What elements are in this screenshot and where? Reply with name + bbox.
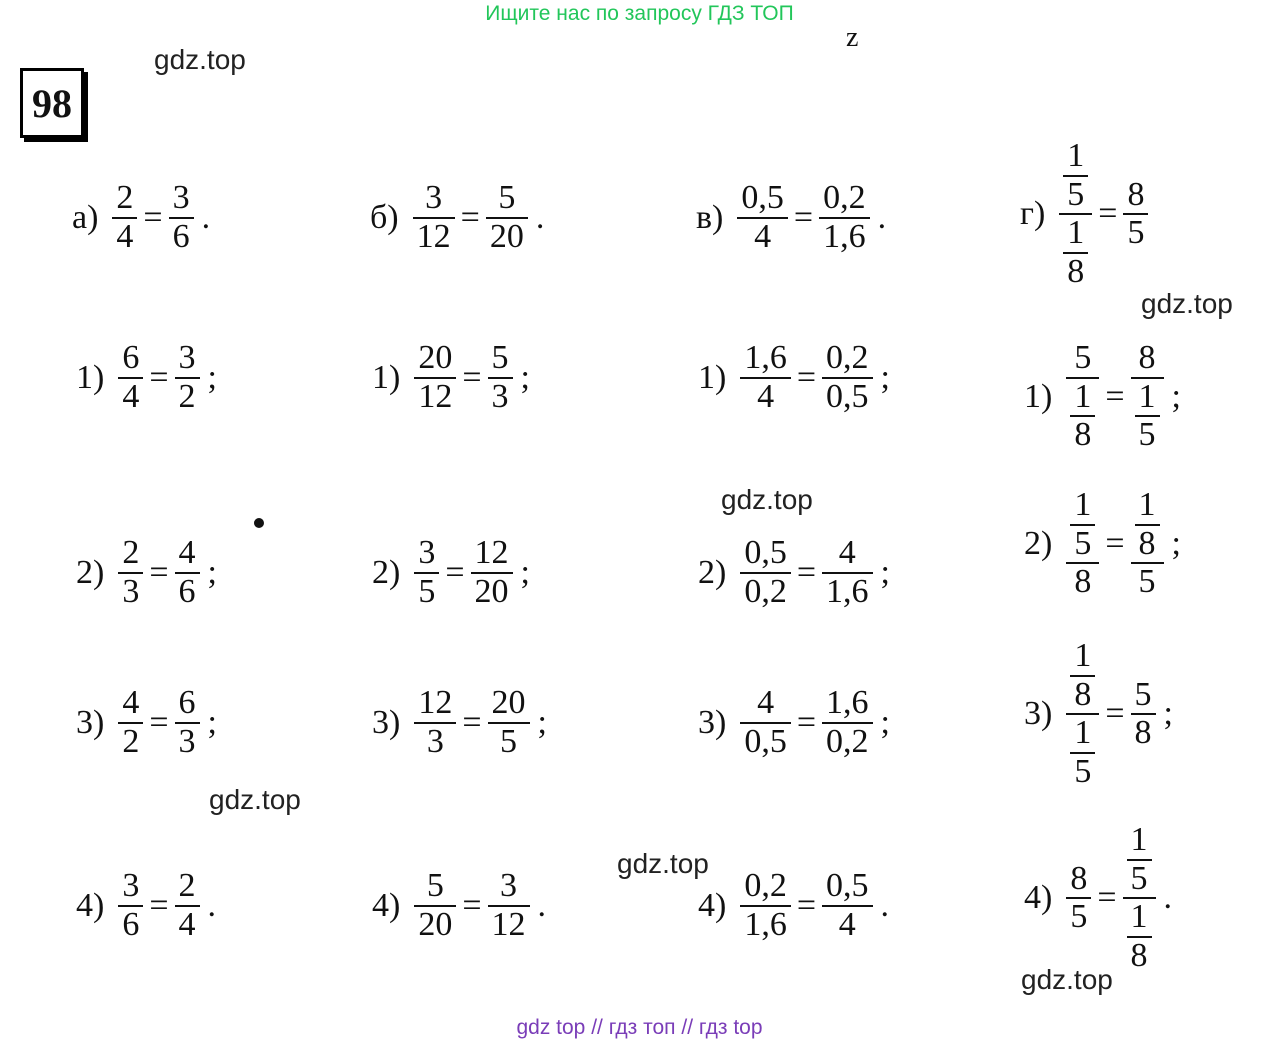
fraction	[1070, 715, 1095, 790]
equation-g-4	[1024, 822, 1172, 975]
problem-number: 98	[20, 68, 84, 138]
numerator: 0,5	[826, 867, 869, 904]
denominator: 8	[1074, 675, 1092, 713]
numerator: 5	[491, 339, 509, 376]
complex-fraction	[1131, 487, 1164, 601]
complex-fraction	[1066, 340, 1099, 454]
denominator: 0,2	[826, 722, 869, 760]
numerator: 6	[122, 339, 140, 376]
numerator: 6	[178, 684, 196, 721]
punctuation: .	[1163, 879, 1173, 917]
numerator: 3	[122, 867, 140, 904]
equation-label: 1)	[76, 358, 105, 396]
denominator: 3	[426, 722, 444, 760]
equation-label: 3)	[372, 703, 401, 741]
denominator	[1066, 379, 1099, 454]
numerator: 20	[418, 339, 453, 376]
denominator: 5	[1130, 859, 1148, 897]
numerator: 1,6	[826, 684, 869, 721]
equation-v-4	[698, 868, 889, 943]
numerator: 5	[426, 867, 444, 904]
denominator: 5	[1138, 416, 1156, 454]
denominator: 3	[178, 722, 196, 760]
fraction	[1127, 899, 1152, 974]
numerator: 12	[418, 684, 453, 721]
numerator: 5	[1074, 339, 1092, 376]
equation-label: 2)	[698, 553, 727, 591]
fraction	[175, 685, 200, 760]
numerator: 3	[500, 867, 518, 904]
fraction	[822, 685, 873, 760]
equation-label: 4)	[1024, 879, 1053, 917]
equals-sign: =	[149, 703, 169, 741]
denominator: 8	[1134, 714, 1152, 752]
fraction	[471, 535, 513, 610]
denominator: 4	[838, 905, 856, 943]
fraction	[1070, 379, 1095, 454]
denominator	[1123, 899, 1156, 974]
numerator: 0,5	[741, 179, 784, 216]
equation-label: 3)	[698, 703, 727, 741]
denominator: 20	[474, 572, 509, 610]
denominator: 8	[1074, 563, 1092, 601]
punctuation: ;	[520, 553, 530, 591]
fraction	[1070, 487, 1095, 562]
numerator: 3	[178, 339, 196, 376]
fraction	[740, 340, 791, 415]
equation-label: 2)	[1024, 525, 1053, 563]
fraction	[414, 868, 456, 943]
punctuation: .	[877, 198, 887, 236]
numerator: 1	[1138, 377, 1156, 415]
watermark: gdz.top	[1141, 288, 1233, 319]
denominator: 6	[178, 572, 196, 610]
fraction	[414, 685, 456, 760]
denominator: 8	[1074, 416, 1092, 454]
complex-fraction	[1066, 487, 1099, 601]
fraction	[175, 535, 200, 610]
numerator: 3	[418, 534, 436, 571]
equation-label: 2)	[76, 553, 105, 591]
fraction	[175, 340, 200, 415]
fraction	[1063, 215, 1088, 290]
punctuation: ;	[880, 553, 890, 591]
fraction	[118, 340, 143, 415]
denominator: 1,6	[826, 572, 869, 610]
numerator: 1	[1130, 898, 1148, 936]
equation-a-3	[76, 685, 217, 760]
equals-sign: =	[796, 703, 817, 741]
complex-fraction	[1131, 340, 1164, 454]
equals-sign: =	[1105, 525, 1125, 563]
denominator: 8	[1130, 937, 1148, 975]
denominator: 5	[1074, 524, 1092, 562]
numerator	[1066, 487, 1099, 562]
equation-label: 4)	[372, 886, 401, 924]
punctuation: ;	[1171, 525, 1181, 563]
equals-sign: =	[1098, 195, 1118, 233]
fraction	[112, 180, 137, 255]
numerator: 8	[1070, 859, 1088, 897]
numerator: 1	[1074, 637, 1092, 674]
punctuation: ;	[520, 358, 530, 396]
complex-fraction	[1066, 638, 1099, 791]
stray-mark: z	[846, 22, 859, 53]
equation-label: г)	[1020, 195, 1046, 233]
equation-label: 2)	[372, 553, 401, 591]
equation-a-2	[76, 535, 217, 610]
numerator: 20	[491, 684, 526, 721]
numerator: 5	[498, 179, 516, 216]
equation-v-2	[698, 535, 890, 610]
fraction	[118, 535, 143, 610]
denominator: 3	[491, 377, 509, 415]
numerator: 4	[757, 684, 775, 721]
equals-sign: =	[796, 553, 817, 591]
denominator: 5	[1070, 898, 1088, 936]
equation-label: 1)	[698, 358, 727, 396]
equals-sign: =	[796, 358, 817, 396]
numerator	[1123, 822, 1156, 897]
equals-sign: =	[445, 553, 465, 591]
equation-label: 3)	[76, 703, 105, 741]
denominator: 5	[1067, 175, 1085, 213]
equation-g-1	[1024, 340, 1181, 454]
equation-g-header	[1020, 138, 1148, 291]
numerator: 1	[1130, 821, 1148, 858]
punctuation: .	[537, 886, 547, 924]
watermark: gdz.top	[617, 848, 709, 879]
equation-a-4	[76, 868, 216, 943]
fraction	[414, 340, 456, 415]
numerator: 8	[1138, 339, 1156, 376]
denominator: 12	[418, 377, 453, 415]
denominator: 12	[491, 905, 526, 943]
equals-sign: =	[149, 553, 169, 591]
numerator: 1	[1067, 214, 1085, 252]
numerator: 1	[1074, 714, 1092, 752]
punctuation: ;	[537, 703, 547, 741]
numerator: 0,2	[826, 339, 869, 376]
equals-sign: =	[462, 703, 482, 741]
punctuation: .	[880, 886, 890, 924]
denominator: 8	[1067, 253, 1085, 291]
numerator: 2	[122, 534, 140, 571]
fraction	[1127, 822, 1152, 897]
punctuation: ;	[880, 703, 890, 741]
equals-sign: =	[149, 358, 169, 396]
fraction	[740, 535, 791, 610]
watermark: gdz.top	[209, 784, 301, 815]
numerator: 3	[172, 179, 190, 216]
equation-label: 3)	[1024, 695, 1053, 733]
punctuation: .	[207, 886, 217, 924]
numerator: 2	[116, 179, 134, 216]
fraction	[118, 685, 143, 760]
fraction	[488, 868, 530, 943]
numerator: 4	[178, 534, 196, 571]
fraction	[413, 180, 455, 255]
equals-sign: =	[462, 358, 482, 396]
fraction	[175, 868, 200, 943]
numerator	[1059, 138, 1092, 213]
equals-sign: =	[1097, 879, 1117, 917]
equals-sign: =	[460, 198, 480, 236]
watermark: gdz.top	[154, 44, 246, 75]
denominator: 4	[178, 905, 196, 943]
denominator: 5	[1138, 563, 1156, 601]
numerator: 8	[1127, 175, 1145, 213]
denominator: 6	[122, 905, 140, 943]
denominator: 3	[122, 572, 140, 610]
fraction	[488, 685, 530, 760]
equation-b-header	[370, 180, 544, 255]
punctuation: .	[535, 198, 545, 236]
fraction	[740, 868, 791, 943]
bottom-banner: gdz top // гдз топ // гдз top	[516, 1016, 763, 1039]
equation-label: а)	[72, 198, 99, 236]
denominator: 20	[489, 217, 524, 255]
complex-fraction	[1059, 138, 1092, 291]
numerator: 0,5	[744, 534, 787, 571]
numerator: 1	[1074, 377, 1092, 415]
equation-g-2	[1024, 487, 1181, 601]
equation-v-1	[698, 340, 890, 415]
fraction	[822, 535, 873, 610]
punctuation: ;	[1163, 695, 1173, 733]
denominator: 4	[122, 377, 140, 415]
denominator: 20	[418, 905, 453, 943]
equation-label: 4)	[76, 886, 105, 924]
fraction	[1066, 861, 1091, 936]
fraction	[118, 868, 143, 943]
equals-sign: =	[143, 198, 163, 236]
denominator: 12	[416, 217, 451, 255]
equals-sign: =	[1105, 695, 1125, 733]
equation-label: 4)	[698, 886, 727, 924]
numerator: 1,6	[744, 339, 787, 376]
equals-sign: =	[149, 886, 169, 924]
equation-v-3	[698, 685, 890, 760]
denominator: 5	[1074, 753, 1092, 791]
fraction	[1123, 177, 1148, 252]
fraction	[822, 340, 873, 415]
fraction	[737, 180, 788, 255]
numerator	[1131, 487, 1164, 562]
denominator	[1059, 215, 1092, 290]
equation-label: 1)	[372, 358, 401, 396]
denominator: 1,6	[823, 217, 866, 255]
denominator: 5	[500, 722, 518, 760]
equation-a-header	[72, 180, 210, 255]
equation-b-1	[372, 340, 530, 415]
denominator	[1066, 715, 1099, 790]
denominator	[1131, 379, 1164, 454]
complex-fraction	[1123, 822, 1156, 975]
denominator: 0,2	[744, 572, 787, 610]
punctuation: ;	[1171, 378, 1181, 416]
numerator: 1	[1067, 137, 1085, 174]
denominator: 4	[754, 217, 772, 255]
equation-v-header	[696, 180, 886, 255]
numerator: 2	[178, 867, 196, 904]
denominator: 6	[172, 217, 190, 255]
denominator: 8	[1138, 524, 1156, 562]
fraction	[822, 868, 873, 943]
denominator: 0,5	[744, 722, 787, 760]
denominator: 0,5	[826, 377, 869, 415]
equals-sign: =	[1105, 378, 1125, 416]
equation-b-3	[372, 685, 547, 760]
denominator: 2	[122, 722, 140, 760]
punctuation: ;	[207, 358, 217, 396]
numerator: 12	[474, 534, 509, 571]
numerator	[1066, 638, 1099, 713]
equation-g-3	[1024, 638, 1173, 791]
fraction	[1131, 677, 1156, 752]
fraction	[819, 180, 870, 255]
equation-b-4	[372, 868, 546, 943]
watermark: gdz.top	[721, 484, 813, 515]
fraction	[486, 180, 528, 255]
numerator: 1	[1074, 486, 1092, 523]
denominator: 1,6	[744, 905, 787, 943]
fraction	[1135, 379, 1160, 454]
equation-label: 1)	[1024, 378, 1053, 416]
equation-b-2	[372, 535, 530, 610]
denominator: 5	[1127, 214, 1145, 252]
numerator: 3	[425, 179, 443, 216]
denominator: 4	[757, 377, 775, 415]
numerator: 4	[122, 684, 140, 721]
equation-label: б)	[370, 198, 399, 236]
punctuation: ;	[880, 358, 890, 396]
punctuation: ;	[207, 703, 217, 741]
numerator: 0,2	[744, 867, 787, 904]
punctuation: .	[201, 198, 211, 236]
fraction	[1063, 138, 1088, 213]
numerator: 0,2	[823, 179, 866, 216]
punctuation: ;	[207, 553, 217, 591]
denominator: 2	[178, 377, 196, 415]
equals-sign: =	[796, 886, 817, 924]
equals-sign: =	[462, 886, 482, 924]
fraction	[1070, 638, 1095, 713]
numerator: 1	[1138, 486, 1156, 523]
denominator: 5	[418, 572, 436, 610]
numerator: 5	[1134, 675, 1152, 713]
equals-sign: =	[793, 198, 814, 236]
top-banner: Ищите нас по запросу ГДЗ ТОП	[485, 2, 794, 25]
numerator: 4	[838, 534, 856, 571]
equation-a-1	[76, 340, 217, 415]
fraction	[1135, 487, 1160, 562]
denominator: 4	[116, 217, 134, 255]
fraction	[414, 535, 439, 610]
fraction	[169, 180, 194, 255]
ink-dot	[254, 518, 264, 528]
watermark: gdz.top	[1021, 964, 1113, 995]
fraction	[740, 685, 791, 760]
fraction	[488, 340, 513, 415]
equation-label: в)	[696, 198, 724, 236]
